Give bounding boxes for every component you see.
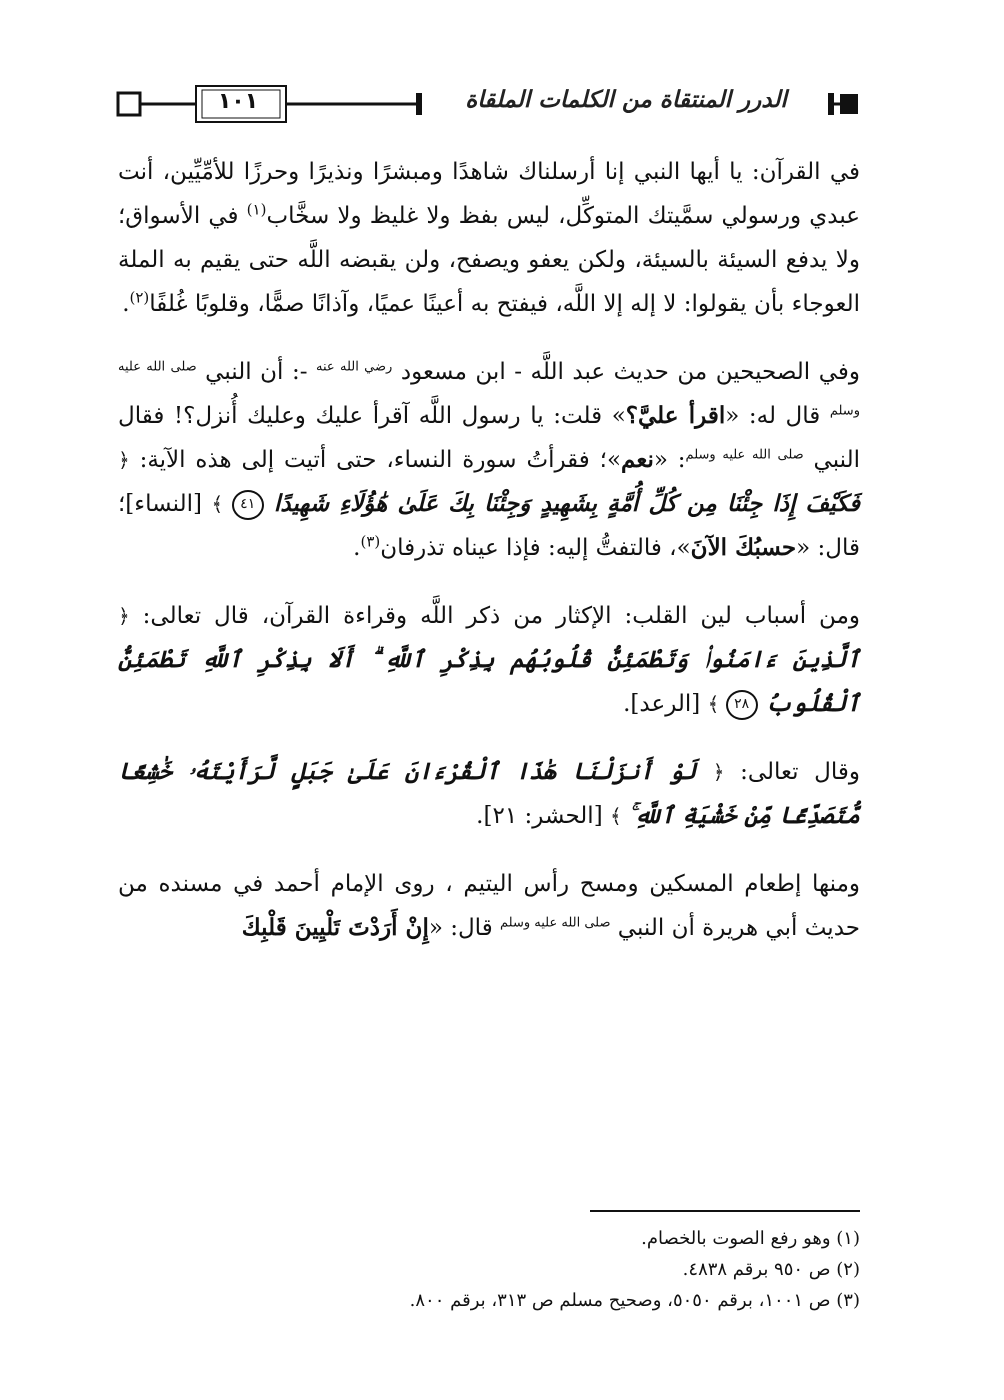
honorific-glyph: صلى الله عليه وسلم [118, 359, 860, 419]
text-run: قال: « [428, 915, 500, 941]
page-number: ١٠١ [217, 89, 259, 114]
paragraph [118, 594, 860, 726]
main-text [118, 150, 860, 950]
ornate-bracket: ﴾ [211, 492, 232, 516]
footnote-marker: (٣) [360, 532, 381, 551]
footnote-separator [590, 1210, 860, 1212]
text-run: [الرعد]. [623, 691, 708, 717]
honorific-glyph: رضي الله عنه [315, 359, 393, 375]
honorific-glyph: صلى الله عليه وسلم [685, 447, 804, 463]
hadith-quote: حسبُكَ الآنَ [690, 534, 797, 561]
hadith-quote: إِنْ أَرَدْتَ تَلْيِينَ قَلْبِكَ [241, 914, 429, 941]
quran-verse: ٱلَّذِينَ ءَامَنُوا۟ وَتَطْمَئِنُّ قُلُوبُهُم بِذِكْرِ ٱللَّهِ ۗ أَلَا بِذِكْرِ ٱللَّهِ تَطْمَئِنُّ ٱلْقُلُوبُ [118, 646, 860, 717]
ornate-bracket: ﴿ [118, 448, 130, 472]
paragraph [118, 862, 860, 950]
hadith-quote: اقرأ عليَّ؟ [625, 402, 726, 429]
honorific-glyph: صلى الله عليه وسلم [500, 915, 611, 931]
paragraph [118, 150, 860, 326]
page-header [116, 80, 860, 130]
ornate-bracket: ﴿ [712, 760, 725, 784]
quran-verse: فَكَيْفَ إِذَا جِئْنَا مِن كُلِّ أُمَّةٍ بِشَهِيدٍ وَجِئْنَا بِكَ عَلَىٰ هَٰؤُلَاءِ شَهِيدًا [263, 490, 861, 517]
paragraph [118, 750, 860, 838]
text-run: في الأسواق؛ ولا يدفع السيئة بالسيئة، ولكن يعفو ويصفح، ولن يقبضه اللَّه حتى يقيم به الملة العوجاء بأن يقولوا: لا إله إلا اللَّه، فيفتح به أعينًا عميًا، وآذانًا صمًّا، وقلوبًا غُلفًا [118, 203, 860, 317]
text-run: وفي الصحيحين من حديث عبد اللَّه - ابن مسعود [392, 359, 860, 385]
text-run: في القرآن: يا أيها النبي إنا أرسلناك شاهدًا ومبشرًا ونذيرًا وحرزًا للأمِّيِّين، أنت عبدي ورسولي سمَّيتك المتوكِّل، ليس بفظ ولا غليظ ولا سخَّاب [118, 159, 860, 229]
text-run: -: أن النبي [196, 359, 316, 385]
ayah-number-badge: ٢٨ [726, 690, 758, 720]
text-run: ومن أسباب لين القلب: الإكثار من ذكر اللَّه وقراءة القرآن، قال تعالى: [129, 603, 860, 629]
text-run: وقال تعالى: [724, 759, 861, 785]
text-run: » قلت: يا رسول اللَّه آقرأ عليك وعليك أُنزل؟! فقال النبي [118, 403, 860, 473]
ornate-bracket: ﴿ [118, 604, 130, 628]
text-run: قال له: « [725, 403, 830, 429]
ornate-bracket: ﴾ [610, 804, 629, 828]
text-run: ومنها إطعام المسكين ومسح رأس اليتيم ، روى الإمام أحمد في مسنده من حديث أبي هريرة أن النبي [118, 871, 860, 941]
text-run: . [353, 535, 361, 561]
footnote-marker: (٢) [129, 288, 150, 307]
text-run: »؛ فقرأتُ سورة النساء، حتى أتيت إلى هذه الآية: [129, 447, 622, 473]
quran-verse: لَوْ أَنزَلْنَا هَٰذَا ٱلْقُرْءَانَ عَلَىٰ جَبَلٍ لَّرَأَيْتَهُۥ خَٰشِعًا مُّتَصَدِّعًا مِّنْ خَشْيَةِ ٱللَّهِ ۚ [118, 758, 860, 829]
footnote: (٢) ص ٩٥٠ برقم ٤٨٣٨. [682, 1259, 860, 1280]
footnotes [118, 1223, 860, 1316]
text-run: »، فالتفتُّ إليه: فإذا عيناه تذرفان [380, 535, 691, 561]
running-title: الدرر المنتقاة من الكلمات الملقاة [465, 86, 787, 113]
hadith-quote: نعم [621, 446, 654, 473]
footnote-marker: (١) [246, 200, 267, 219]
text-run: : « [653, 447, 686, 473]
footnote: (١) وهو رفع الصوت بالخصام. [641, 1228, 860, 1249]
footnote: (٣) ص ١٠٠١، برقم ٥٠٥٠، وصحيح مسلم ص ٣١٣، برقم ٨٠٠. [409, 1290, 860, 1311]
paragraph [118, 350, 860, 570]
text-run: [الحشر: ٢١]. [476, 803, 610, 829]
ayah-number-badge: ٤١ [232, 490, 264, 520]
text-run: [النساء]؛ قال: « [118, 491, 860, 561]
ornate-bracket: ﴾ [707, 692, 726, 716]
text-run: . [122, 291, 130, 317]
